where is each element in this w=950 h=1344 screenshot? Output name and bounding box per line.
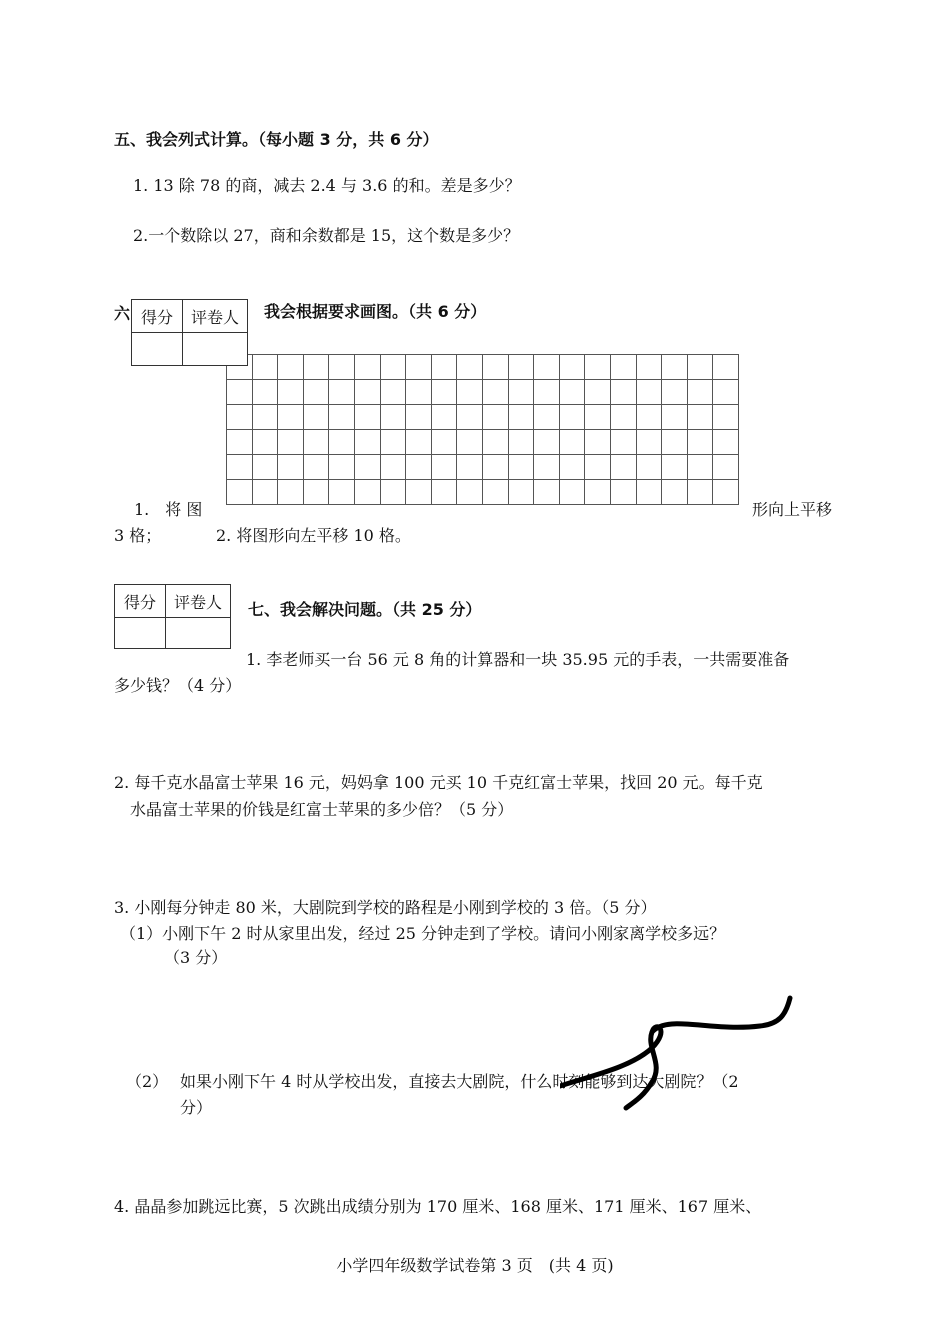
section5-question-2: 2.一个数除以 27，商和余数都是 15，这个数是多少？: [133, 226, 520, 245]
grid-cell: [329, 355, 355, 380]
grid-cell: [662, 380, 688, 405]
grid-cell: [534, 355, 560, 380]
grid-cell: [278, 355, 304, 380]
grid-cell: [457, 355, 483, 380]
score-header: 得分: [132, 300, 183, 333]
grid-cell: [509, 455, 535, 480]
grid-cell: [585, 480, 611, 505]
grid-cell: [329, 405, 355, 430]
grid-cell: [355, 430, 381, 455]
grid-cell: [253, 455, 279, 480]
grid-cell: [585, 430, 611, 455]
grid-cell: [662, 355, 688, 380]
section7-q3-sub2-label: （2）: [126, 1072, 169, 1091]
grid-cell: [509, 380, 535, 405]
grid-cell: [560, 480, 586, 505]
grid-cell: [432, 405, 458, 430]
grid-cell: [585, 405, 611, 430]
section6-question-line2-b: 2. 将图形向左平移 10 格。: [216, 526, 411, 545]
grid-cell: [381, 430, 407, 455]
grid-cell: [662, 405, 688, 430]
section7-q2-line2: 水晶富士苹果的价钱是红富士苹果的多少倍？（5 分）: [130, 800, 514, 819]
grid-cell: [432, 455, 458, 480]
grid-cell: [355, 405, 381, 430]
grid-cell: [585, 355, 611, 380]
grid-cell: [381, 455, 407, 480]
grid-cell: [688, 405, 714, 430]
grid-cell: [509, 355, 535, 380]
grid-cell: [406, 430, 432, 455]
grid-cell: [713, 355, 739, 380]
grid-cell: [253, 430, 279, 455]
grid-cell: [457, 455, 483, 480]
grader-cell[interactable]: [183, 333, 248, 366]
grid-cell: [637, 405, 663, 430]
grid-cell: [662, 455, 688, 480]
grid-cell: [381, 480, 407, 505]
section6-question-part-a: 1. 将 图: [134, 500, 203, 519]
grid-cell: [381, 380, 407, 405]
grid-cell: [662, 480, 688, 505]
grid-cell: [278, 480, 304, 505]
section7-q1-line2: 多少钱？（4 分）: [114, 676, 242, 695]
grid-cell: [278, 405, 304, 430]
grid-cell: [457, 405, 483, 430]
grid-cell: [253, 480, 279, 505]
section7-score-box: [114, 584, 231, 649]
grid-cell: [534, 480, 560, 505]
grid-cell: [483, 455, 509, 480]
grader-header: 评卷人: [183, 300, 248, 333]
grader-header: 评卷人: [166, 585, 231, 618]
section7-q4-line1: 4. 晶晶参加跳远比赛，5 次跳出成绩分别为 170 厘米、168 厘米、171 厘米、167 厘米、: [114, 1197, 762, 1216]
grid-cell: [432, 480, 458, 505]
grid-cell: [381, 405, 407, 430]
drawing-grid: [226, 354, 739, 505]
grid-cell: [278, 380, 304, 405]
grid-cell: [483, 355, 509, 380]
grid-cell: [355, 455, 381, 480]
section7-q3-sub1-line1: （1）小刚下午 2 时从家里出发，经过 25 分钟走到了学校。请问小刚家离学校多远？: [120, 924, 726, 943]
grid-cell: [611, 405, 637, 430]
grid-cell: [509, 480, 535, 505]
grid-cell: [304, 380, 330, 405]
grid-cell: [637, 430, 663, 455]
grid-cell: [227, 455, 253, 480]
grid-cell: [381, 355, 407, 380]
grid-cell: [253, 355, 279, 380]
score-header: 得分: [115, 585, 166, 618]
section7-q3-line1: 3. 小刚每分钟走 80 米，大剧院到学校的路程是小刚到学校的 3 倍。（5 分）: [114, 898, 657, 917]
grid-cell: [560, 455, 586, 480]
section5-question-1: 1. 13 除 78 的商，减去 2.4 与 3.6 的和。差是多少？: [133, 176, 521, 195]
grid-cell: [560, 380, 586, 405]
grid-cell: [253, 380, 279, 405]
grid-cell: [713, 430, 739, 455]
grid-cell: [355, 380, 381, 405]
grid-cell: [329, 480, 355, 505]
grid-cell: [432, 355, 458, 380]
grid-cell: [534, 380, 560, 405]
grid-cell: [713, 405, 739, 430]
grid-cell: [483, 405, 509, 430]
grid-cell: [304, 455, 330, 480]
section6-prefix: 六: [114, 304, 131, 323]
grid-cell: [457, 480, 483, 505]
grid-cell: [688, 355, 714, 380]
grid-cell: [329, 380, 355, 405]
score-cell[interactable]: [132, 333, 183, 366]
grid-cell: [304, 430, 330, 455]
grid-cell: [534, 405, 560, 430]
grid-cell: [585, 380, 611, 405]
section7-q2-line1: 2. 每千克水晶富士苹果 16 元，妈妈拿 100 元买 10 千克红富士苹果，找回 20 元。每千克: [114, 773, 763, 792]
grid-cell: [483, 430, 509, 455]
grid-cell: [278, 430, 304, 455]
section7-q3-sub1-line2: （3 分）: [164, 948, 228, 967]
grid-cell: [457, 430, 483, 455]
grid-cell: [688, 480, 714, 505]
grid-cell: [611, 355, 637, 380]
grid-cell: [560, 430, 586, 455]
grid-cell: [560, 405, 586, 430]
grid-cell: [457, 380, 483, 405]
grid-cell: [662, 430, 688, 455]
grid-cell: [432, 430, 458, 455]
score-cell[interactable]: [115, 618, 166, 649]
grid-cell: [278, 455, 304, 480]
grid-cell: [560, 355, 586, 380]
section7-q1-line1: 1. 李老师买一台 56 元 8 角的计算器和一块 35.95 元的手表，一共需要准备: [246, 650, 790, 669]
grid-cell: [585, 455, 611, 480]
grid-cell: [713, 380, 739, 405]
grid-cell: [611, 430, 637, 455]
section7-q3-sub2-line1: 如果小刚下午 4 时从学校出发，直接去大剧院，什么时刻能够到达大剧院？（2: [180, 1072, 739, 1091]
grid-cell: [304, 405, 330, 430]
grid-cell: [355, 355, 381, 380]
grid-cell: [611, 455, 637, 480]
grid-cell: [253, 405, 279, 430]
grid-cell: [329, 430, 355, 455]
grid-cell: [406, 380, 432, 405]
grid-cell: [637, 480, 663, 505]
page-footer: 小学四年级数学试卷第 3 页 (共 4 页): [336, 1256, 614, 1275]
grid-cell: [406, 355, 432, 380]
grader-cell[interactable]: [166, 618, 231, 649]
section6-title: 我会根据要求画图。（共 6 分）: [264, 302, 487, 321]
grid-cell: [713, 455, 739, 480]
section7-q3-sub2-line2: 分）: [180, 1098, 213, 1117]
grid-cell: [637, 380, 663, 405]
section5-title: 五、我会列式计算。（每小题 3 分，共 6 分）: [114, 130, 439, 149]
grid-cell: [611, 480, 637, 505]
grid-cell: [637, 455, 663, 480]
grid-cell: [304, 355, 330, 380]
grid-cell: [534, 455, 560, 480]
grid-cell: [688, 380, 714, 405]
section6-question-part-b: 形向上平移: [752, 500, 833, 519]
grid-cell: [329, 455, 355, 480]
grid-cell: [432, 380, 458, 405]
grid-cell: [227, 405, 253, 430]
section6-score-box: [131, 299, 248, 366]
grid-cell: [688, 455, 714, 480]
grid-cell: [534, 430, 560, 455]
grid-cell: [304, 480, 330, 505]
grid-cell: [713, 480, 739, 505]
grid-cell: [688, 430, 714, 455]
grid-cell: [406, 480, 432, 505]
grid-cell: [406, 455, 432, 480]
grid-cell: [355, 480, 381, 505]
grid-cell: [406, 405, 432, 430]
grid-cell: [227, 380, 253, 405]
grid-cell: [509, 405, 535, 430]
section7-title: 七、我会解决问题。（共 25 分）: [248, 600, 482, 619]
grid-cell: [227, 430, 253, 455]
grid-cell: [637, 355, 663, 380]
grid-cell: [509, 430, 535, 455]
grid-cell: [227, 480, 253, 505]
grid-cell: [483, 480, 509, 505]
grid-cell: [483, 380, 509, 405]
pen-scribble: [560, 990, 800, 1120]
section6-question-line2-a: 3 格；: [114, 526, 162, 545]
grid-cell: [611, 380, 637, 405]
